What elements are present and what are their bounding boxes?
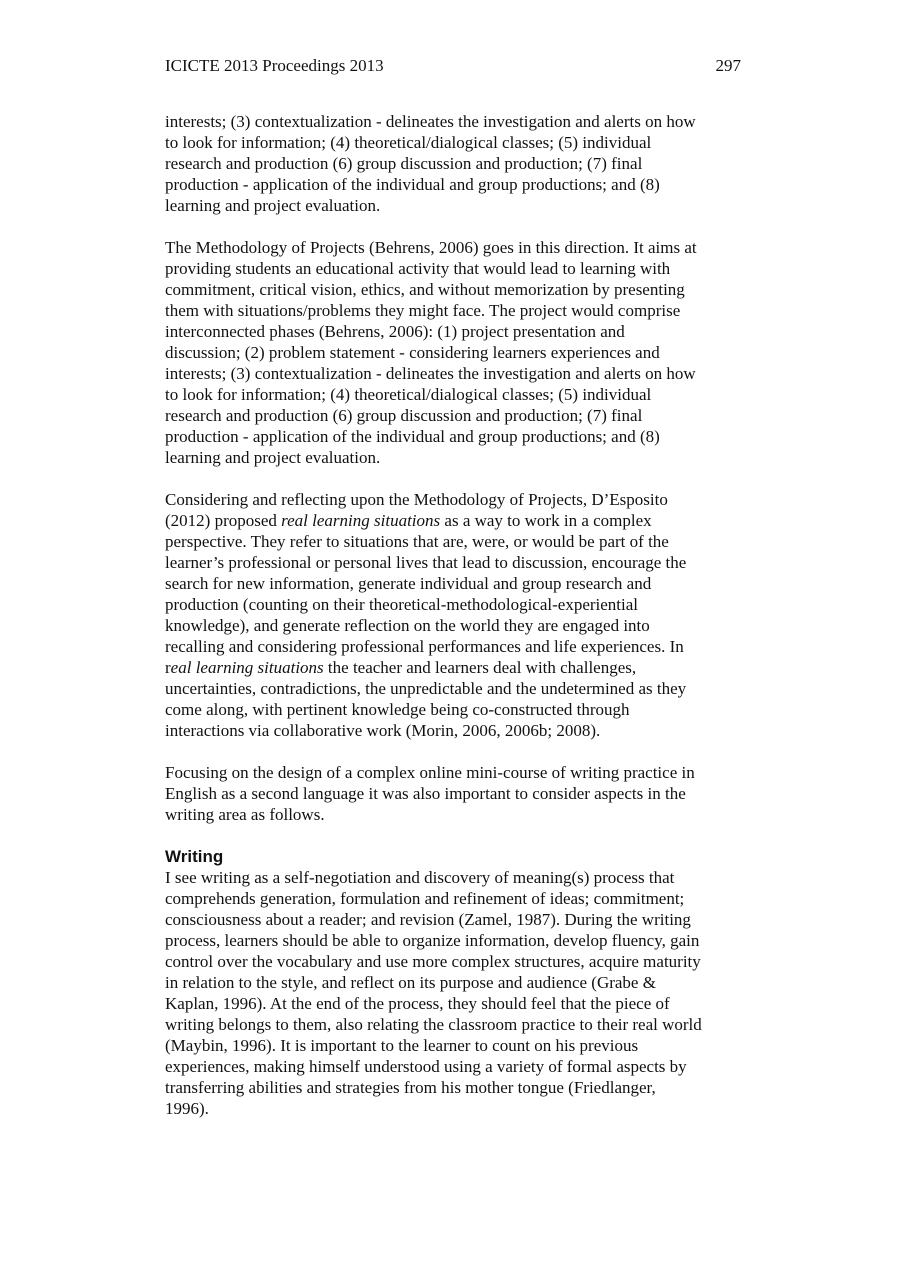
text-line (165, 867, 755, 888)
text-line (165, 951, 755, 972)
paragraph (165, 762, 755, 825)
text-line (165, 1014, 755, 1035)
page-number: 297 (715, 56, 741, 75)
text-segment: production - application of the individual and group productions; and (8) (165, 427, 660, 446)
text-segment: to look for information; (4) theoretical/dialogical classes; (5) individual (165, 385, 652, 404)
text-line (165, 972, 755, 993)
text-segment: interests; (3) contextualization - delineates the investigation and alerts on how (165, 364, 696, 383)
text-segment: process, learners should be able to organize information, develop fluency, gain (165, 931, 700, 950)
text-line (165, 531, 755, 552)
text-line (165, 594, 755, 615)
text-line (165, 174, 755, 195)
text-line (165, 930, 755, 951)
text-segment: Focusing on the design of a complex online mini-course of writing practice in (165, 763, 695, 782)
text-line (165, 783, 755, 804)
text-segment: comprehends generation, formulation and refinement of ideas; commitment; (165, 889, 685, 908)
text-segment: discussion; (2) problem statement - considering learners experiences and (165, 343, 660, 362)
text-segment: Kaplan, 1996). At the end of the process, they should feel that the piece of (165, 994, 670, 1013)
text-line (165, 720, 755, 741)
text-line (165, 1098, 755, 1119)
text-segment: production (counting on their theoretical-methodological-experiential (165, 595, 639, 614)
text-segment: production - application of the individual and group productions; and (8) (165, 175, 660, 194)
text-segment: interests; (3) contextualization - delineates the investigation and alerts on how (165, 112, 696, 131)
text-line (165, 888, 755, 909)
text-line (165, 384, 755, 405)
text-line (165, 552, 755, 573)
text-segment: interconnected phases (Behrens, 2006): (1) project presentation and (165, 322, 625, 341)
text-segment: interactions via collaborative work (Morin, 2006, 2006b; 2008). (165, 721, 601, 740)
running-header (165, 56, 741, 80)
text-segment: 1996). (165, 1099, 209, 1118)
text-line (165, 237, 755, 258)
paragraph (165, 111, 755, 216)
text-line (165, 1077, 755, 1098)
text-segment: r (165, 658, 171, 677)
text-line (165, 342, 755, 363)
text-segment: experiences, making himself understood using a variety of formal aspects by (165, 1057, 687, 1076)
text-segment: the teacher and learners deal with challenges, (323, 658, 637, 677)
text-line (165, 657, 755, 678)
text-segment: knowledge), and generate reflection on the world they are engaged into (165, 616, 650, 635)
paragraph (165, 846, 755, 1119)
text-line (165, 426, 755, 447)
italic-term: eal learning situations (170, 658, 324, 677)
text-line (165, 363, 755, 384)
text-segment: consciousness about a reader; and revision (Zamel, 1987). During the writing (165, 910, 691, 929)
text-segment: The Methodology of Projects (Behrens, 2006) goes in this direction. It aims at (165, 238, 697, 257)
text-segment: as a way to work in a complex (440, 511, 652, 530)
text-segment: commitment, critical vision, ethics, and without memorization by presenting (165, 280, 685, 299)
text-segment: learning and project evaluation. (165, 196, 381, 215)
text-segment: come along, with pertinent knowledge being co-constructed through (165, 700, 630, 719)
paragraph (165, 237, 755, 468)
text-line (165, 153, 755, 174)
text-segment: uncertainties, contradictions, the unpredictable and the undetermined as they (165, 679, 687, 698)
text-segment: English as a second language it was also important to consider aspects in the (165, 784, 686, 803)
text-line (165, 405, 755, 426)
text-segment: research and production (6) group discussion and production; (7) final (165, 154, 643, 173)
paragraph (165, 489, 755, 741)
text-line (165, 636, 755, 657)
text-line (165, 195, 755, 216)
journal-title: ICICTE 2013 Proceedings 2013 (165, 56, 384, 75)
text-segment: search for new information, generate individual and group research and (165, 574, 652, 593)
text-line (165, 762, 755, 783)
text-segment: recalling and considering professional performances and life experiences. In (165, 637, 684, 656)
text-segment: them with situations/problems they might face. The project would comprise (165, 301, 681, 320)
text-line (165, 279, 755, 300)
text-line (165, 321, 755, 342)
text-line (165, 132, 755, 153)
text-line (165, 678, 755, 699)
text-line (165, 909, 755, 930)
text-segment: research and production (6) group discussion and production; (7) final (165, 406, 643, 425)
text-line (165, 573, 755, 594)
text-line (165, 447, 755, 468)
text-segment: perspective. They refer to situations that are, were, or would be part of the (165, 532, 669, 551)
text-segment: to look for information; (4) theoretical/dialogical classes; (5) individual (165, 133, 652, 152)
text-line (165, 804, 755, 825)
text-line (165, 111, 755, 132)
text-line (165, 1035, 755, 1056)
text-segment: learning and project evaluation. (165, 448, 381, 467)
text-line (165, 489, 755, 510)
text-segment: transferring abilities and strategies from his mother tongue (Friedlanger, (165, 1078, 656, 1097)
text-segment: writing area as follows. (165, 805, 325, 824)
text-segment: (Maybin, 1996). It is important to the learner to count on his previous (165, 1036, 639, 1055)
text-line (165, 510, 755, 531)
section-heading: Writing (165, 847, 224, 866)
text-segment: control over the vocabulary and use more complex structures, acquire maturity (165, 952, 701, 971)
body-text (165, 111, 755, 1140)
text-segment: providing students an educational activity that would lead to learning with (165, 259, 671, 278)
text-segment: Considering and reflecting upon the Methodology of Projects, D’Esposito (165, 490, 668, 509)
text-line (165, 615, 755, 636)
text-line (165, 300, 755, 321)
text-segment: (2012) proposed (165, 511, 282, 530)
text-segment: learner’s professional or personal lives that lead to discussion, encourage the (165, 553, 687, 572)
text-line (165, 993, 755, 1014)
text-line (165, 258, 755, 279)
text-line (165, 699, 755, 720)
text-segment: in relation to the style, and reflect on its purpose and audience (Grabe & (165, 973, 656, 992)
text-segment: I see writing as a self-negotiation and discovery of meaning(s) process that (165, 868, 675, 887)
text-segment: writing belongs to them, also relating the classroom practice to their real world (165, 1015, 702, 1034)
italic-term: real learning situations (281, 511, 441, 530)
text-line (165, 1056, 755, 1077)
